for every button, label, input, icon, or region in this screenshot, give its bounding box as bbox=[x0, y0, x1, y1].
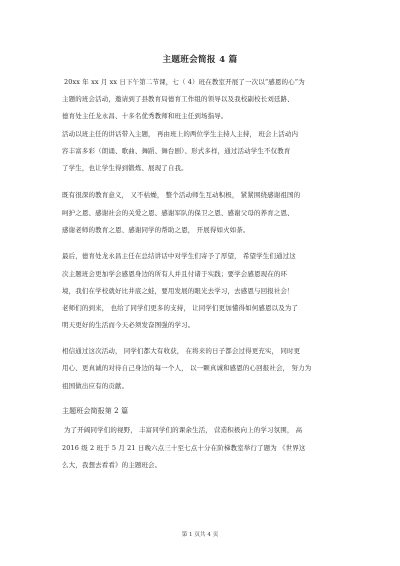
body-line: 既有很深的教育意义， 又不枯燥， 整个活动师生互动积极， 紧紧围绕感谢祖国的 bbox=[62, 191, 301, 199]
body-line: 老师们的到来， 也给了同学们更多的支持， 让同学们更加懂得如何感恩以及为了 bbox=[62, 304, 299, 312]
body-line: 最后，德育处龙永昌主任在总结讲话中对学生们寄予了厚望， 希望学生们通过这 bbox=[62, 252, 296, 260]
body-line: 次主题班会更加学会感恩身边的所有人并且付诸于实践；要学会感恩现在的环 bbox=[62, 270, 288, 278]
page-title: 主题班会简报 4 篇 bbox=[162, 55, 238, 65]
body-line: 用心、更真诚的对待自己身边的每一个人， 以一颗真诚和感恩的心回报社会， 努力为 bbox=[62, 364, 312, 372]
body-line: 20xx 年 xx 月 xx 日下午第二节课，七（ 4）班在教室开展了一次以“感恩的心”为 bbox=[64, 78, 305, 86]
body-line: 容丰富多彩（朗诵、歌曲、舞蹈、舞台剧）、形式多样，通过活动学生不仅教育 bbox=[62, 147, 291, 155]
body-line: 呵护之恩、感谢社会的关爱之恩、感谢军队的保卫之恩、感谢父母的养育之恩、 bbox=[62, 209, 294, 217]
section-heading: 主题班会简报第 2 篇 bbox=[62, 407, 129, 415]
body-line: 活动以班主任的讲话带入主题， 再由班上的两位学生主持人主持， 班会上活动内 bbox=[62, 130, 299, 138]
body-line: 德育处主任龙永昌、十多名优秀教师和班主任到场指导。 bbox=[62, 112, 228, 120]
body-line: 了学生，也让学生得到锻炼、展现了自我。 bbox=[62, 164, 188, 172]
body-line: 为了开阔同学们的视野， 丰富同学们的课余生活， 营造积极向上的学习氛围， 高 bbox=[64, 426, 303, 434]
body-line: 2016 级 2 班于 5 月 21 日晚六点三十至七点十分在阶梯教室举行了题为 《世界这 bbox=[62, 444, 306, 452]
body-line: 么大，我想去看看》的主题班会。 bbox=[62, 461, 162, 469]
page-footer: 第 1 页共 4 页 bbox=[181, 532, 219, 538]
body-line: 感谢老师的教育之恩、感谢同学的帮助之恩， 开展得如火如荼。 bbox=[62, 226, 250, 234]
body-line: 境，我们在学校就好比井底之蛙，要用发展的眼光去学习，去感恩与回报社会！ bbox=[62, 287, 294, 295]
body-line: 祖国做出应有的贡献。 bbox=[62, 382, 129, 390]
body-line: 相信通过这次活动， 同学们都大有收获， 在将来的日子都会过得更充实， 同时更 bbox=[62, 347, 301, 355]
body-line: 主题的班会活动，邀请到了县教育局德育工作组的领导以及我校副校长刘廷路、 bbox=[62, 95, 294, 103]
body-line: 明天更好的生活而今天必须发奋图强的学习。 bbox=[62, 321, 195, 329]
